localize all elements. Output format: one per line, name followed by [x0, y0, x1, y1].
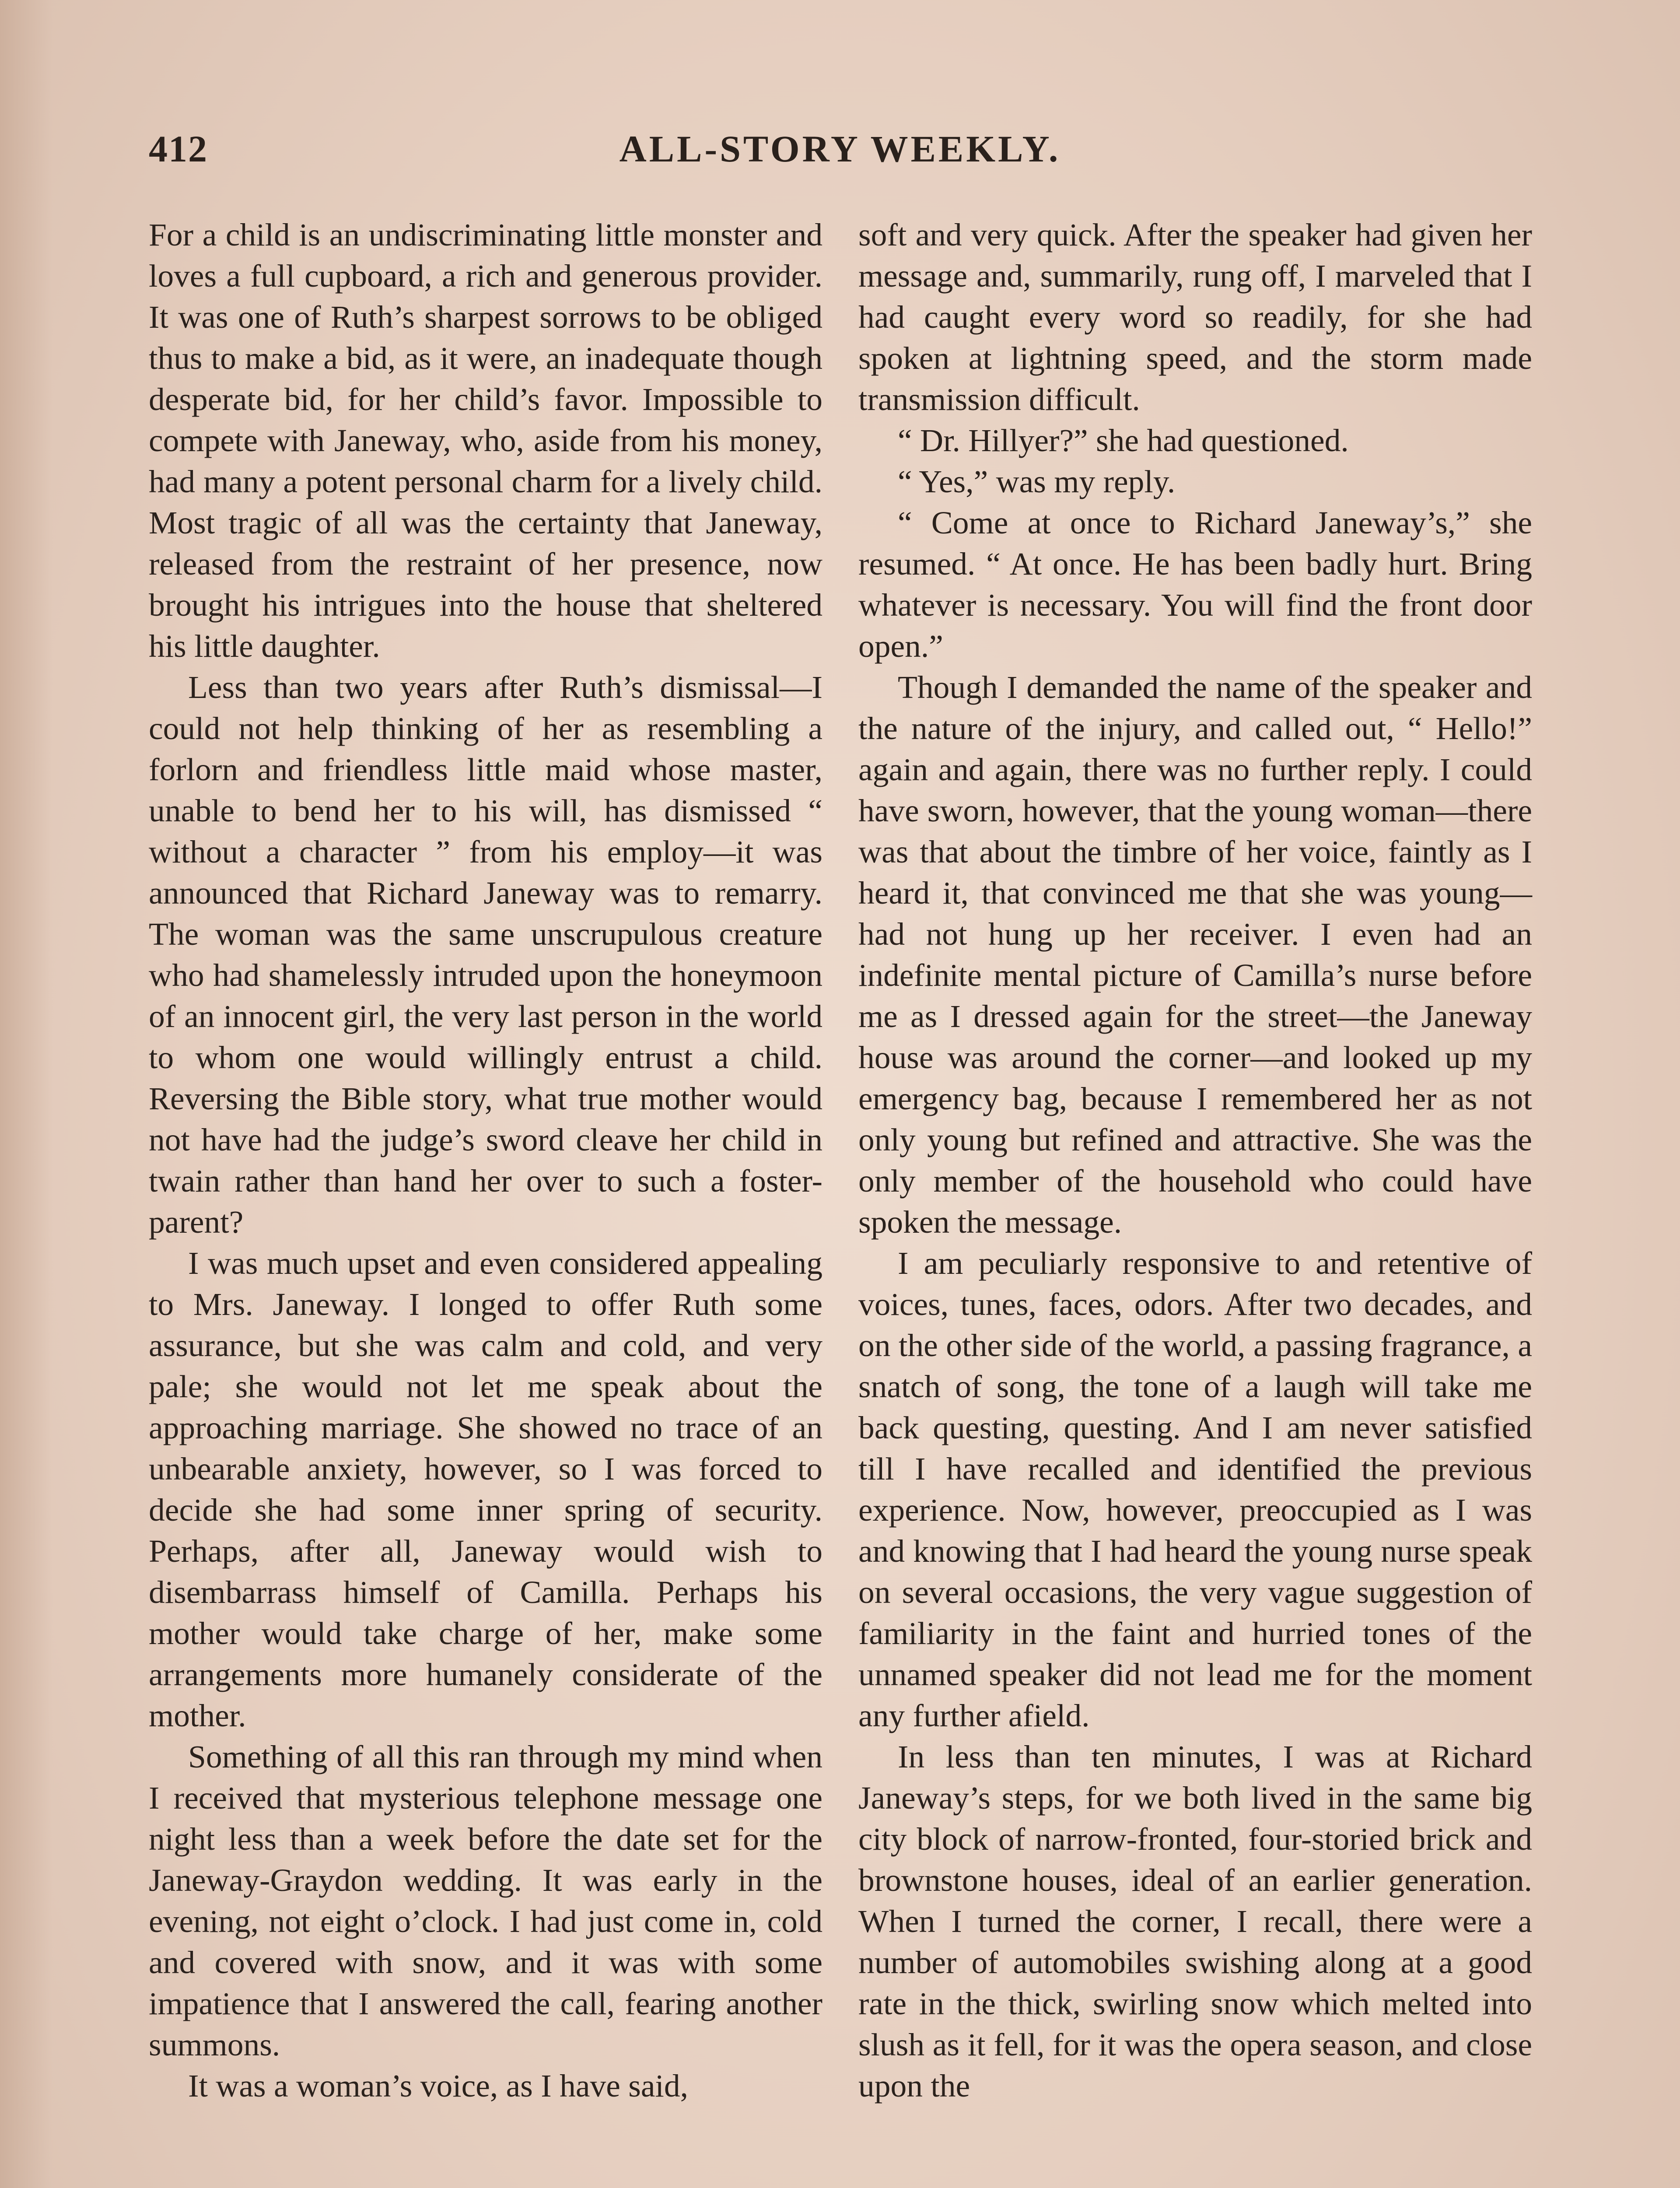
- page-edge-shadow: [0, 0, 52, 2188]
- paragraph: Though I demanded the name of the speaker and the nature of the injury, and called out, “ Hello!” again and again, there was no further reply. I could have sworn, however, that the young woman—there was that about the timbre of her voice, faintly as I heard it, that convinced me that she was young—had not hung up her receiver. I even had an indefinite mental picture of Camilla’s nurse before me as I dressed again for the street—the Janeway house was around the corner—and looked up my emergency bag, because I remembered her as not only young but refined and attractive. She was the only member of the household who could have spoken the message.: [858, 670, 1532, 1240]
- paragraph: “ Yes,” was my reply.: [898, 464, 1176, 499]
- paragraph: In less than ten minutes, I was at Richard Janeway’s steps, for we both lived in the same big city block of narrow-fronted, four-storied brick and brownstone houses, ideal of an earlier generation. When I turned the corner, I recall, there were a number of automobiles swishing along at a good rate in the thick, swirling snow which melted into slush as it fell, for it was the opera season, and close upon the: [858, 1739, 1532, 2104]
- running-head: ALL-STORY WEEKLY.: [619, 128, 1061, 170]
- paragraph: For a child is an undiscriminating little monster and loves a full cupboard, a rich and generous provider. It was one of Ruth’s sharpest sorrows to be obliged thus to make a bid, as it were, an inadequate though desperate bid, for her child’s favor. Impossible to compete with Janeway, who, aside from his money, had many a potent personal charm for a lively child. Most tragic of all was the certainty that Janeway, released from the restraint of her presence, now brought his intrigues into the house that sheltered his little daughter.: [149, 217, 822, 664]
- paragraph: Something of all this ran through my mind when I received that mysterious telephone message one night less than a week before the date set for the Janeway-Graydon wedding. It was early in the evening, not eight o’clock. I had just come in, cold and covered with snow, and it was with some impatience that I answered the call, fearing another summons.: [149, 1739, 822, 2062]
- paragraph: soft and very quick. After the speaker had given her message and, summarily, rung off, I marveled that I had caught every word so readily, for she had spoken at lightning speed, and the storm made transmission difficult.: [858, 217, 1532, 417]
- paragraph: I am peculiarly responsive to and retentive of voices, tunes, faces, odors. After two decades, and on the other side of the world, a passing fragrance, a snatch of song, the tone of a laugh will take me back questing, questing. And I am never satisfied till I have recalled and identified the previous experience. Now, however, preoccupied as I was and knowing that I had heard the young nurse speak on several occasions, the very vague suggestion of familiarity in the faint and hurried tones of the unnamed speaker did not lead me for the moment any further afield.: [858, 1245, 1532, 1733]
- paragraph: It was a woman’s voice, as I have said,: [188, 2068, 688, 2104]
- paragraph: “ Come at once to Richard Janeway’s,” she resumed. “ At once. He has been badly hurt. Bring whatever is necessary. You will find the front door open.”: [858, 505, 1532, 664]
- page-header: [149, 127, 1531, 184]
- paragraph: I was much upset and even considered appealing to Mrs. Janeway. I longed to offer Ruth some assurance, but she was calm and cold, and very pale; she would not let me speak about the approaching marriage. She showed no trace of an unbearable anxiety, however, so I was forced to decide she had some inner spring of security. Perhaps, after all, Janeway would wish to disembarrass himself of Camilla. Perhaps his mother would take charge of her, make some arrangements more humanely considerate of the mother.: [149, 1245, 822, 1733]
- paragraph: “ Dr. Hillyer?” she had questioned.: [898, 423, 1349, 458]
- page-number: 412: [149, 128, 208, 170]
- paragraph: Less than two years after Ruth’s dismissal—I could not help thinking of her as resembling a forlorn and friendless little maid whose master, unable to bend her to his will, has dismissed “ without a character ” from his employ—it was announced that Richard Janeway was to remarry. The woman was the same unscrupulous creature who had shamelessly intruded upon the honeymoon of an innocent girl, the very last person in the world to whom one would willingly entrust a child. Reversing the Bible story, what true mother would not have had the judge’s sword cleave her child in twain rather than hand her over to such a foster-parent?: [149, 670, 822, 1240]
- right-column: [858, 214, 1532, 2107]
- left-column: [149, 214, 822, 2107]
